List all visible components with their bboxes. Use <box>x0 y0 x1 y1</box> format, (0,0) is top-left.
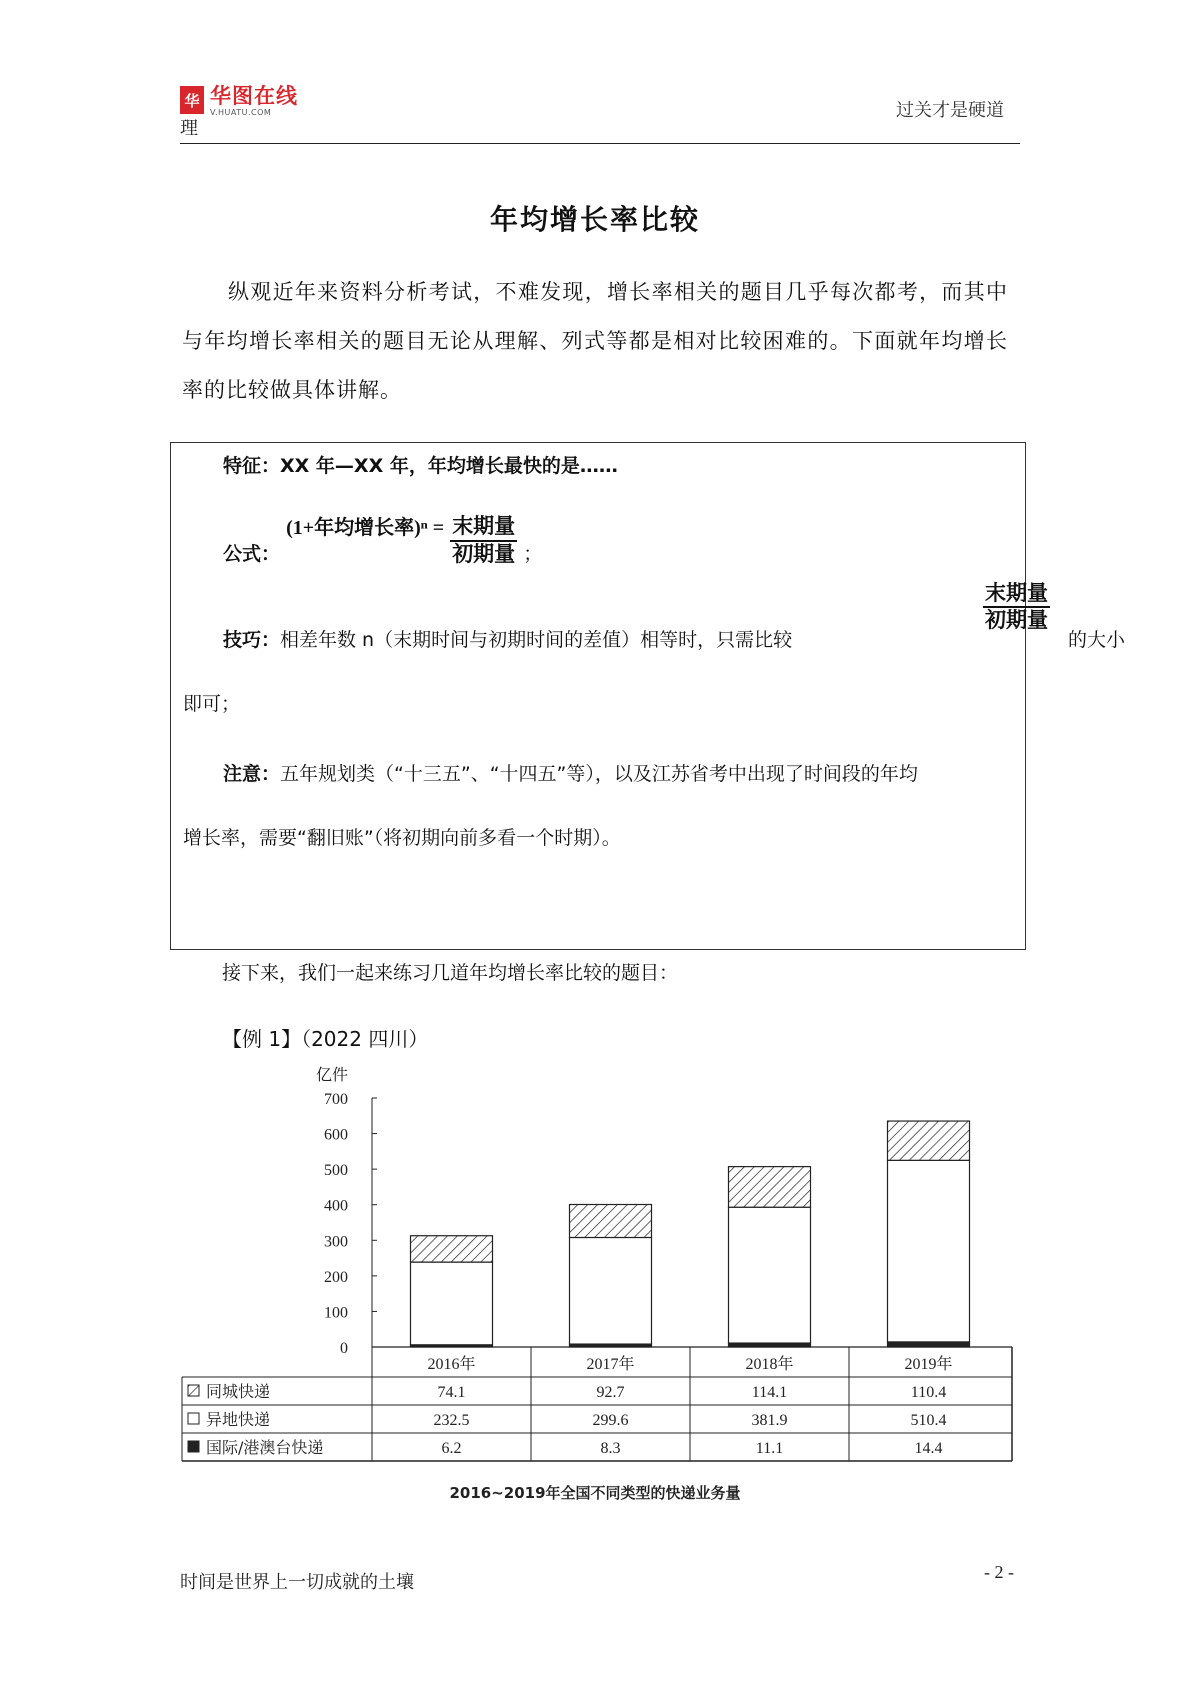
bar-segment <box>570 1205 652 1238</box>
bar-segment <box>888 1121 970 1160</box>
x-category-label: 2016年 <box>427 1356 476 1373</box>
bar-segment <box>888 1160 970 1342</box>
page-title: 年均增长率比较 <box>489 203 700 236</box>
legend-swatch <box>188 1441 199 1452</box>
bar-segment <box>411 1236 493 1262</box>
legend-label: 国际/港澳台快递 <box>206 1438 324 1457</box>
y-tick-label: 0 <box>340 1340 348 1357</box>
formula-end: ； <box>523 543 543 565</box>
bar-segment <box>570 1237 652 1344</box>
table-cell-value: 6.2 <box>441 1440 462 1457</box>
y-tick-label: 200 <box>324 1268 348 1286</box>
feature-label: 特征： <box>223 455 281 477</box>
logo-url: V.HUATU.COM <box>210 108 272 117</box>
footer-motto: 时间是世界上一切成就的土壤 <box>180 1572 414 1593</box>
practice-intro: 接下来，我们一起来练习几道年均增长率比较的题目： <box>222 962 679 984</box>
tip-fraction-denominator: 初期量 <box>985 608 1048 633</box>
legend-swatch <box>188 1385 199 1396</box>
table-cell-value: 74.1 <box>437 1384 466 1401</box>
x-category-label: 2018年 <box>745 1356 794 1373</box>
tip-text: 相差年数 n（末期时间与初期时间的差值）相等时，只需比较 <box>280 629 793 651</box>
table-cell-value: 11.1 <box>755 1440 784 1457</box>
example-label: 【例 1】（2022 四川） <box>222 1027 429 1051</box>
formula-label: 公式： <box>223 543 281 565</box>
legend-label: 异地快递 <box>206 1410 271 1429</box>
table-cell-value: 110.4 <box>910 1384 947 1401</box>
note-label: 注意： <box>223 763 281 785</box>
bar-segment <box>729 1167 811 1208</box>
tip-text-cont: 即可； <box>183 693 241 715</box>
bar-segment <box>729 1207 811 1343</box>
tip-label: 技巧： <box>223 629 281 651</box>
intro-paragraph: 纵观近年来资料分析考试，不难发现，增长率相关的题目几乎每次都考，而其中与年均增长率相关的题目无论从理解、列式等都是相对比较困难的。下面就年均增长率的比较做具体讲解。 <box>182 280 1008 402</box>
y-tick-label: 400 <box>324 1197 348 1215</box>
tip-text-end: 的大小 <box>1068 629 1126 651</box>
legend-swatch <box>188 1413 199 1424</box>
y-tick-label: 600 <box>324 1126 348 1144</box>
x-category-label: 2019年 <box>904 1356 953 1373</box>
fraction-numerator: 末期量 <box>450 514 517 541</box>
logo-icon: 华 <box>180 86 204 114</box>
table-cell-value: 92.7 <box>596 1384 625 1401</box>
table-cell-value: 381.9 <box>751 1412 788 1429</box>
table-cell-value: 8.3 <box>600 1440 621 1457</box>
formula-lhs: (1+年均增长率)ⁿ = <box>286 517 445 539</box>
x-category-label: 2017年 <box>586 1356 635 1373</box>
bar-segment <box>411 1262 493 1345</box>
table-cell-value: 14.4 <box>914 1440 943 1457</box>
bar-segment <box>888 1342 970 1347</box>
note-text-cont: 增长率，需要“翻旧账”（将初期向前多看一个时期）。 <box>183 827 621 849</box>
y-tick-label: 500 <box>324 1162 348 1180</box>
y-tick-label: 700 <box>324 1091 348 1108</box>
table-cell-value: 299.6 <box>592 1412 629 1429</box>
logo-name: 华图在线 <box>210 84 298 108</box>
y-axis-label: 亿件 <box>315 1065 349 1084</box>
chart-caption: 2016~2019年全国不同类型的快递业务量 <box>449 1484 741 1502</box>
legend-label: 同城快递 <box>206 1382 271 1401</box>
y-tick-label: 300 <box>324 1233 348 1251</box>
feature-text: XX 年—XX 年，年均增长最快的是…… <box>280 455 618 477</box>
logo-subtext: 理 <box>180 118 198 139</box>
header-slogan: 过关才是硬道 <box>896 100 1004 121</box>
table-cell-value: 510.4 <box>910 1412 947 1429</box>
tip-fraction-numerator: 末期量 <box>983 581 1050 608</box>
note-text: 五年规划类（“十三五”、“十四五”等），以及江苏省考中出现了时间段的年均 <box>280 763 918 785</box>
fraction-denominator: 初期量 <box>452 541 516 566</box>
y-tick-label: 100 <box>324 1304 348 1322</box>
table-cell-value: 232.5 <box>433 1412 470 1429</box>
page-number: - 2 - <box>984 1562 1014 1582</box>
table-cell-value: 114.1 <box>751 1384 788 1401</box>
